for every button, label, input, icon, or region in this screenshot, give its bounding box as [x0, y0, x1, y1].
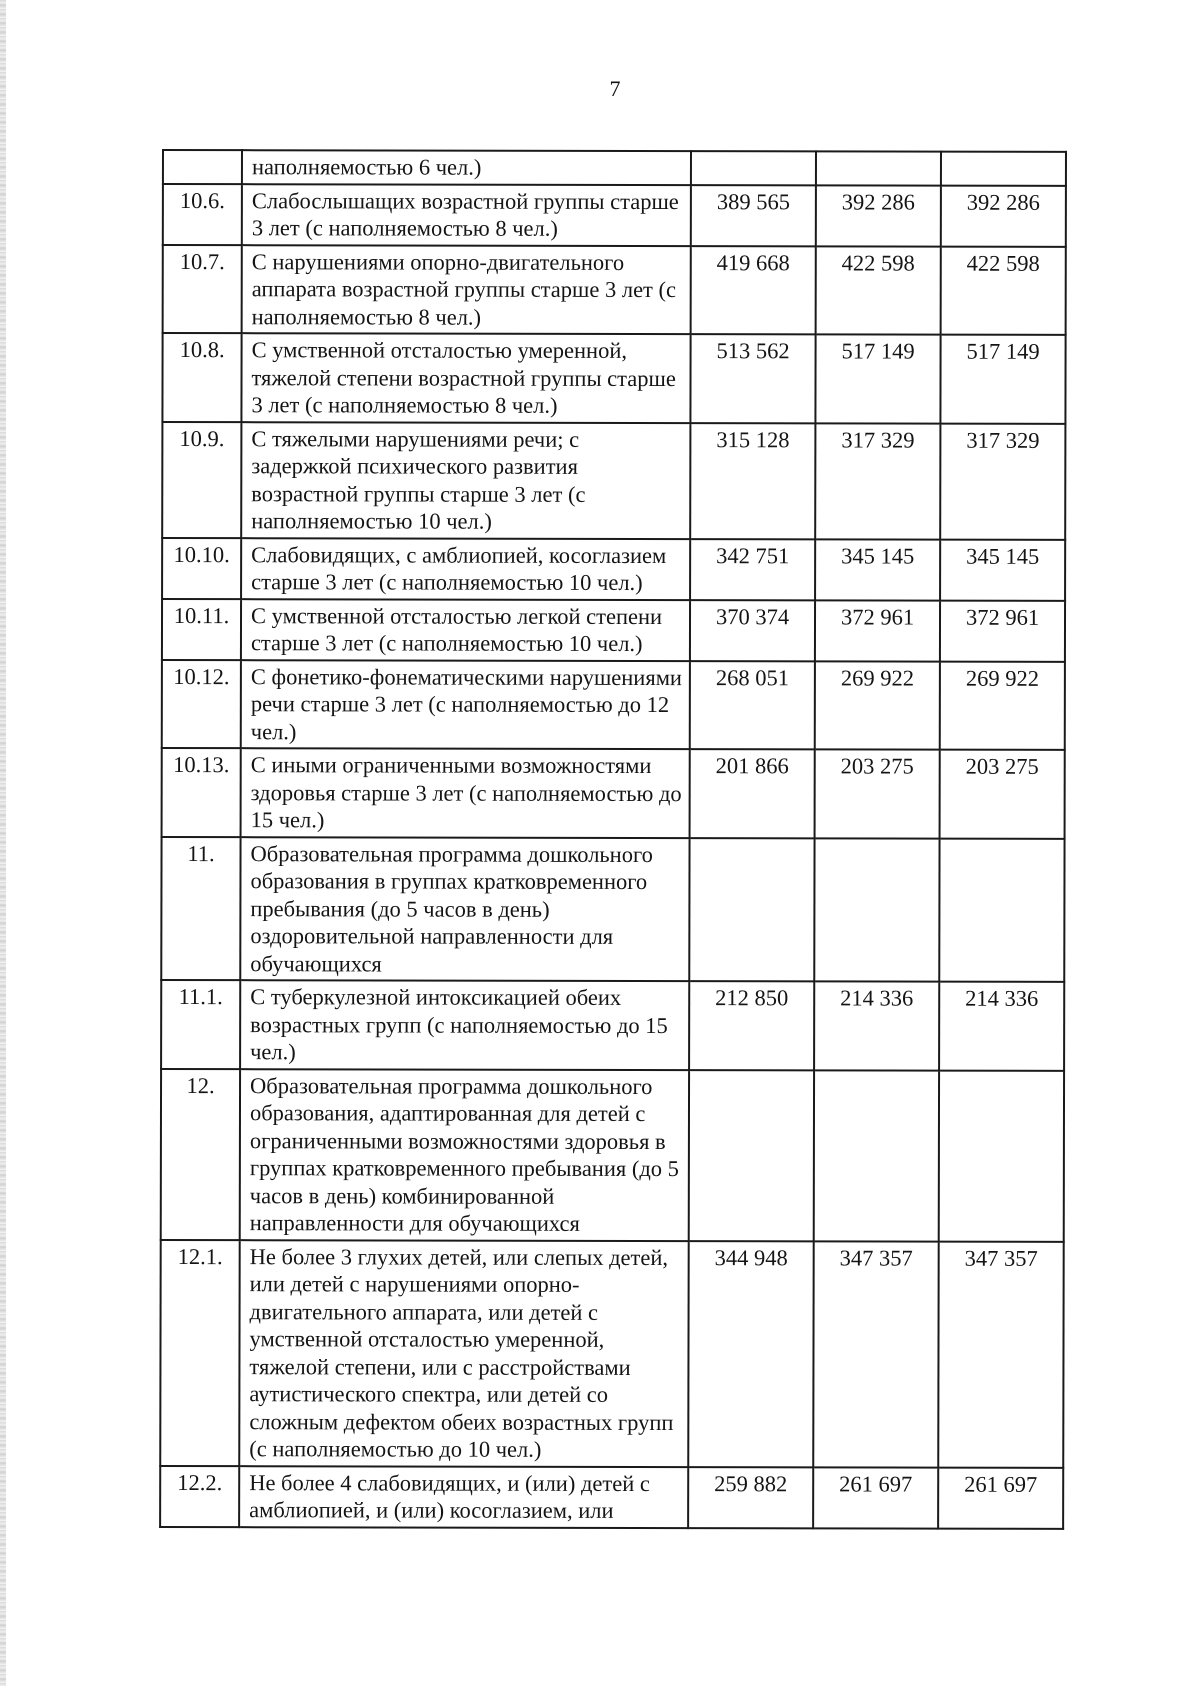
- value-col-1: [691, 151, 816, 185]
- value-col-2: 517 149: [815, 334, 940, 423]
- table-row: [161, 980, 1064, 1070]
- value-col-2: [814, 1070, 939, 1241]
- table-row: [162, 599, 1065, 662]
- value-col-1: 389 565: [691, 185, 816, 246]
- table-row: [163, 245, 1066, 335]
- value-col-3: 214 336: [939, 982, 1064, 1071]
- row-description: С иными ограниченными возможностями здоровья старше 3 лет (с наполняемостью до 15 чел.): [241, 748, 690, 837]
- value-col-2: 317 329: [815, 423, 940, 539]
- value-col-3: 345 145: [940, 539, 1065, 600]
- table-row: [162, 660, 1065, 750]
- value-col-2: 261 697: [813, 1467, 938, 1528]
- value-col-2: [814, 838, 939, 982]
- value-col-2: [816, 151, 941, 185]
- row-description: Образовательная программа дошкольного образования, адаптированная для детей с ограниченными возможностями здоровья в группах кратковременного пребывания (до 5 часов в день) комбинированной направленности для обучающихся: [240, 1069, 689, 1241]
- value-col-2: 203 275: [815, 749, 940, 838]
- table-row: [160, 1465, 1063, 1528]
- table-row: [161, 1069, 1064, 1242]
- value-col-1: 344 948: [688, 1241, 813, 1467]
- row-number: [163, 150, 242, 184]
- value-col-1: 268 051: [690, 661, 815, 750]
- value-col-3: [939, 838, 1064, 982]
- row-number: 12.: [161, 1069, 240, 1240]
- row-number: 10.6.: [163, 184, 242, 245]
- row-description: наполняемостью 6 чел.): [242, 150, 691, 184]
- value-col-1: 513 562: [690, 334, 815, 423]
- row-description: С фонетико-фонематическими нарушениями речи старше 3 лет (с наполняемостью до 12 чел.): [241, 660, 690, 749]
- row-number: 10.9.: [162, 422, 241, 538]
- value-col-2: 345 145: [815, 539, 940, 600]
- value-col-1: 342 751: [690, 539, 815, 600]
- row-number: 10.12.: [162, 660, 241, 749]
- value-col-1: 370 374: [690, 600, 815, 661]
- table-row: [162, 538, 1065, 601]
- table-row: [162, 748, 1065, 838]
- table-row: [162, 333, 1065, 423]
- value-col-3: 347 357: [938, 1241, 1063, 1467]
- value-col-2: 372 961: [815, 600, 940, 661]
- value-col-2: 392 286: [816, 185, 941, 246]
- row-description: С умственной отсталостью умеренной, тяжелой степени возрастной группы старше 3 лет (с наполняемостью 8 чел.): [241, 333, 690, 422]
- table-row: [160, 1239, 1063, 1467]
- row-number: 10.7.: [163, 245, 242, 334]
- value-col-2: 214 336: [814, 981, 939, 1070]
- value-col-3: 203 275: [940, 750, 1065, 839]
- row-number: 11.1.: [161, 980, 240, 1069]
- value-col-1: [689, 838, 814, 982]
- table-row: [161, 837, 1064, 982]
- row-description: Слабослышащих возрастной группы старше 3 лет (с наполняемостью 8 чел.): [242, 184, 691, 246]
- row-number: 12.1.: [160, 1239, 239, 1465]
- table-row: [162, 422, 1065, 540]
- row-number: 10.11.: [162, 599, 241, 660]
- value-col-3: [939, 1070, 1064, 1241]
- row-number: 10.10.: [162, 538, 241, 599]
- table-row: [163, 150, 1066, 185]
- value-col-3: 422 598: [941, 246, 1066, 335]
- value-col-1: 259 882: [688, 1467, 813, 1528]
- value-col-1: 315 128: [690, 423, 815, 539]
- value-col-1: [689, 1070, 814, 1241]
- row-description: Не более 4 слабовидящих, и (или) детей с амблиопией, и (или) косоглазием, или: [239, 1466, 688, 1528]
- value-col-1: 201 866: [690, 749, 815, 838]
- tariff-table: [159, 149, 1067, 1529]
- value-col-2: 422 598: [816, 246, 941, 335]
- value-col-3: 372 961: [940, 600, 1065, 661]
- row-description: С умственной отсталостью легкой степени старше 3 лет (с наполняемостью 10 чел.): [241, 599, 690, 661]
- row-description: С нарушениями опорно-двигательного аппарата возрастной группы старше 3 лет (с наполняемостью 8 чел.): [242, 245, 691, 334]
- row-number: 12.2.: [160, 1465, 239, 1526]
- table-row: [163, 184, 1066, 247]
- row-description: С тяжелыми нарушениями речи; с задержкой психического развития возрастной группы старше 3 лет (с наполняемостью 10 чел.): [241, 422, 690, 539]
- row-number: 11.: [161, 837, 240, 981]
- row-description: Не более 3 глухих детей, или слепых детей, или детей с нарушениями опорно-двигательного аппарата, или детей с умственной отсталостью умеренной, тяжелой степени, или с расстройствами аутистического спектра, или детей со сложным дефектом обеих возрастных групп (с наполняемостью до 10 чел.): [239, 1240, 688, 1467]
- row-description: Слабовидящих, с амблиопией, косоглазием старше 3 лет (с наполняемостью 10 чел.): [241, 538, 690, 600]
- page-number: 7: [609, 76, 621, 101]
- value-col-3: 261 697: [938, 1467, 1063, 1528]
- value-col-2: 347 357: [813, 1241, 938, 1467]
- value-col-3: 517 149: [940, 335, 1065, 424]
- scanned-page-edge: [0, 0, 6, 1686]
- value-col-3: 269 922: [940, 661, 1065, 750]
- value-col-3: 392 286: [941, 185, 1066, 246]
- row-description: С туберкулезной интоксикацией обеих возрастных групп (с наполняемостью до 15 чел.): [240, 980, 689, 1069]
- value-col-3: [941, 152, 1066, 186]
- value-col-3: 317 329: [940, 423, 1065, 539]
- value-col-2: 269 922: [815, 661, 940, 750]
- row-number: 10.13.: [162, 748, 241, 837]
- row-number: 10.8.: [162, 333, 241, 422]
- row-description: Образовательная программа дошкольного образования в группах кратковременного пребывания (до 5 часов в день) оздоровительной направленности для обучающихся: [240, 837, 689, 981]
- value-col-1: 419 668: [691, 246, 816, 335]
- value-col-1: 212 850: [689, 981, 814, 1070]
